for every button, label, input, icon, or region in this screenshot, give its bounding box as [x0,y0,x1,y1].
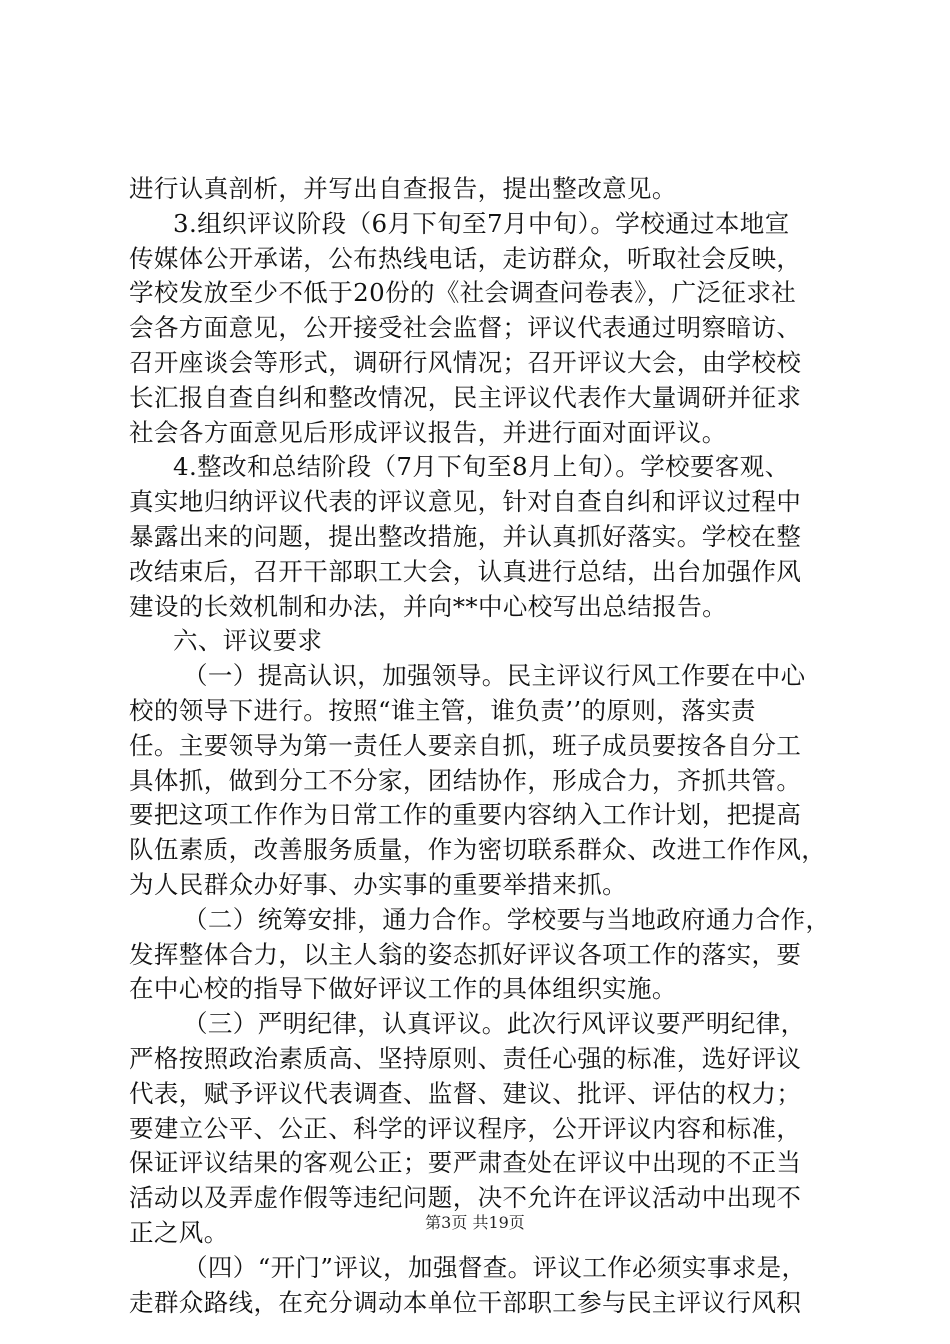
text-line: 4.整改和总结阶段（7月下旬至8月上旬）。学校要客观、 [173,452,790,482]
text-line: 暴露出来的问题，提出整改措施，并认真抓好落实。学校在整 [129,521,802,551]
text-line: 保证评议结果的客观公正；要严肃查处在评议中出现的不正当 [129,1148,802,1178]
text-line: 长汇报自查自纠和整改情况，民主评议代表作大量调研并征求 [129,382,802,412]
text-line: 改结束后，召开干部职工大会，认真进行总结，出台加强作风 [129,556,802,586]
text-line: 要建立公平、公正、科学的评议程序，公开评议内容和标准， [129,1113,802,1143]
page-footer: 第3页 共19页 [425,1213,525,1232]
text-line: 校的领导下进行。按照“谁主管，谁负责’’的原则，落实责 [129,695,756,725]
text-line: 3.组织评议阶段（6月下旬至7月中旬）。学校通过本地宣 [173,208,790,238]
text-line: 正之风。 [129,1217,229,1247]
text-line: 要把这项工作作为日常工作的重要内容纳入工作计划，把提高 [129,800,802,830]
document-body [129,172,829,1320]
text-line: （一）提高认识，加强领导。民主评议行风工作要在中心 [183,661,806,691]
text-line: （四）“开门”评议，加强督查。评议工作必须实事求是， [183,1252,807,1282]
text-line: 活动以及弄虚作假等违纪问题，决不允许在评议活动中出现不 [129,1183,802,1213]
text-line: 进行认真剖析，并写出自查报告，提出整改意见。 [129,174,677,203]
text-line: 建设的长效机制和办法，并向**中心校写出总结报告。 [129,591,727,621]
text-line: 任。主要领导为第一责任人要亲自抓，班子成员要按各自分工 [129,730,802,760]
text-line: 为人民群众办好事、办实事的重要举措来抓。 [129,869,627,899]
text-line: 在中心校的指导下做好评议工作的具体组织实施。 [129,974,677,1004]
text-line: 严格按照政治素质高、坚持原则、责任心强的标准，选好评议 [129,1043,802,1073]
text-line: 走群众路线，在充分调动本单位干部职工参与民主评议行风积 [129,1287,802,1317]
text-line: 会各方面意见，公开接受社会监督；评议代表通过明察暗访、 [129,313,802,343]
text-line: 社会各方面意见后形成评议报告，并进行面对面评议。 [129,417,727,447]
text-line: 具体抓，做到分工不分家，团结协作，形成合力，齐抓共管。 [129,765,802,795]
text-line: 六、评议要求 [173,626,323,656]
text-line: 召开座谈会等形式，调研行风情况；召开评议大会，由学校校 [129,347,802,377]
text-line: （三）严明纪律，认真评议。此次行风评议要严明纪律， [183,1009,806,1039]
text-line: 真实地归纳评议代表的评议意见，针对自查自纠和评议过程中 [129,487,802,517]
text-line: （二）统筹安排，通力合作。学校要与当地政府通力合作， [183,904,831,934]
text-line: 发挥整体合力，以主人翁的姿态抓好评议各项工作的落实，要 [129,939,802,969]
text-line: 学校发放至少不低于20份的《社会调查问卷表》，广泛征求社 [129,278,797,308]
text-line: 队伍素质，改善服务质量，作为密切联系群众、改进工作作风， [129,835,827,865]
text-line: 代表，赋予评议代表调查、监督、建议、批评、评估的权力； [129,1078,802,1108]
text-line: 传媒体公开承诺，公布热线电话，走访群众，听取社会反映， [129,243,802,273]
